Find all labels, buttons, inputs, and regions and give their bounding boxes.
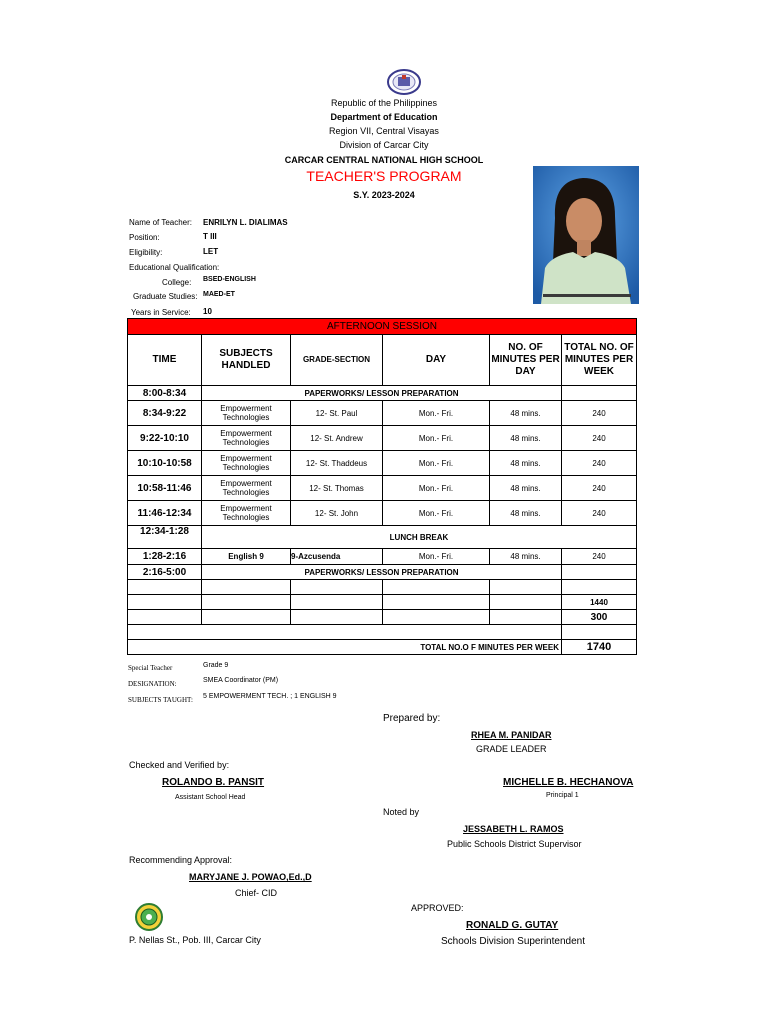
row-time: 12:34-1:28 — [128, 526, 202, 549]
designation-label: DESIGNATION: — [128, 680, 177, 688]
row-time: 2:16-5:00 — [128, 565, 202, 580]
grad-label: Graduate Studies: — [133, 292, 198, 301]
position-label: Position: — [129, 233, 160, 242]
row-time: 10:10-10:58 — [128, 451, 202, 476]
noted-title: Public Schools District Supervisor — [447, 839, 582, 849]
position-value: T III — [203, 232, 217, 241]
republic-text: Republic of the Philippines — [330, 98, 438, 108]
eligibility-value: LET — [203, 247, 219, 256]
row-section: 12- St. John — [291, 501, 383, 526]
session-title: AFTERNOON SESSION — [128, 319, 637, 335]
row-time: 11:46-12:34 — [128, 501, 202, 526]
row-day: Mon.- Fri. — [383, 549, 490, 565]
col-minutes-week: TOTAL NO. OF MINUTES PER WEEK — [562, 335, 637, 386]
row-mins: 48 mins. — [490, 451, 562, 476]
teacher-photo — [533, 166, 639, 304]
row-subject: Empowerment Technologies — [202, 451, 291, 476]
row-week: 240 — [562, 401, 637, 426]
row-day: Mon.- Fri. — [383, 426, 490, 451]
principal-title: Principal 1 — [546, 792, 579, 799]
table-row — [128, 401, 637, 426]
noted-name: JESSABETH L. RAMOS — [463, 824, 564, 834]
row-mins: 48 mins. — [490, 476, 562, 501]
row-week: 240 — [562, 426, 637, 451]
subjects-label: SUBJECTS TAUGHT: — [128, 696, 193, 704]
row-subject: Empowerment Technologies — [202, 501, 291, 526]
department-text: Department of Education — [330, 112, 438, 122]
table-row-empty — [128, 580, 637, 595]
row-day: Mon.- Fri. — [383, 451, 490, 476]
col-day: DAY — [383, 335, 490, 386]
schedule-table — [127, 318, 637, 655]
recommending-label: Recommending Approval: — [129, 855, 233, 865]
row-span-text: PAPERWORKS/ LESSON PREPARATION — [202, 386, 562, 401]
approved-label: APPROVED: — [411, 903, 464, 913]
teacher-name: ENRILYN L. DIALIMAS — [203, 218, 288, 227]
row-time: 9:22-10:10 — [128, 426, 202, 451]
prepared-label: Prepared by: — [383, 713, 441, 724]
row-section: 12- St. Thomas — [291, 476, 383, 501]
table-row-spacer — [128, 625, 637, 640]
row-week: 240 — [562, 501, 637, 526]
subjects-value: 5 EMPOWERMENT TECH. ; 1 ENGLISH 9 — [203, 693, 337, 700]
row-time: 8:34-9:22 — [128, 401, 202, 426]
division-text: Division of Carcar City — [339, 140, 429, 150]
total-value: 1740 — [562, 640, 637, 655]
header-row — [128, 335, 637, 386]
table-row — [128, 451, 637, 476]
college-value: BSED-ENGLISH — [203, 276, 256, 283]
row-section: 12- St. Thaddeus — [291, 451, 383, 476]
school-seal-icon — [135, 903, 163, 931]
row-span-text: LUNCH BREAK — [202, 526, 637, 549]
qualification-label: Educational Qualification: — [129, 263, 220, 272]
prepared-name: RHEA M. PANIDAR — [471, 730, 552, 740]
col-time: TIME — [128, 335, 202, 386]
row-subject: Empowerment Technologies — [202, 401, 291, 426]
row-mins: 48 mins. — [490, 426, 562, 451]
row-span-text: PAPERWORKS/ LESSON PREPARATION — [202, 565, 562, 580]
recommending-name: MARYJANE J. POWAO,Ed.,D — [189, 872, 312, 882]
checked-name: ROLANDO B. PANSIT — [162, 777, 265, 788]
row-subject: Empowerment Technologies — [202, 476, 291, 501]
subtotal-1: 1440 — [562, 595, 637, 610]
college-label: College: — [162, 278, 192, 287]
col-minutes-day: NO. OF MINUTES PER DAY — [490, 335, 562, 386]
table-row — [128, 526, 637, 549]
checked-label: Checked and Verified by: — [129, 760, 230, 770]
total-row — [128, 640, 637, 655]
table-row — [128, 501, 637, 526]
school-year: S.Y. 2023-2024 — [353, 190, 415, 200]
row-subject: Empowerment Technologies — [202, 426, 291, 451]
table-row — [128, 386, 637, 401]
principal-name: MICHELLE B. HECHANOVA — [503, 777, 634, 788]
row-section: 12- St. Paul — [291, 401, 383, 426]
table-row — [128, 549, 637, 565]
noted-label: Noted by — [383, 807, 420, 817]
row-week: 240 — [562, 476, 637, 501]
table-row — [128, 476, 637, 501]
row-mins: 48 mins. — [490, 401, 562, 426]
col-grade-section: GRADE-SECTION — [291, 335, 383, 386]
table-row — [128, 426, 637, 451]
row-week-empty — [562, 565, 637, 580]
row-week-empty — [562, 386, 637, 401]
grad-value: MAED-ET — [203, 291, 235, 298]
approved-name: RONALD G. GUTAY — [466, 920, 559, 931]
row-week: 240 — [562, 451, 637, 476]
table-row — [128, 565, 637, 580]
prepared-title: GRADE LEADER — [476, 744, 547, 754]
row-week: 240 — [562, 549, 637, 565]
row-mins: 48 mins. — [490, 549, 562, 565]
subtotal-row — [128, 595, 637, 610]
row-section: 12- St. Andrew — [291, 426, 383, 451]
approved-title: Schools Division Superintendent — [441, 936, 585, 947]
deped-seal-icon — [386, 68, 422, 96]
row-section: 9-Azcusenda — [291, 549, 383, 565]
special-value: Grade 9 — [203, 662, 229, 669]
col-subjects: SUBJECTS HANDLED — [202, 335, 291, 386]
school-address: P. Nellas St., Pob. III, Carcar City — [129, 935, 261, 945]
years-label: Years in Service: — [131, 308, 191, 317]
subtotal-row — [128, 610, 637, 625]
special-label: Special Teacher — [128, 664, 173, 672]
row-time: 8:00-8:34 — [128, 386, 202, 401]
row-subject: English 9 — [202, 549, 291, 565]
recommending-title: Chief- CID — [235, 888, 278, 898]
name-label: Name of Teacher: — [129, 218, 192, 227]
row-day: Mon.- Fri. — [383, 476, 490, 501]
row-time: 10:58-11:46 — [128, 476, 202, 501]
subtotal-2: 300 — [562, 610, 637, 625]
row-mins: 48 mins. — [490, 501, 562, 526]
years-value: 10 — [203, 307, 212, 316]
page-title: TEACHER'S PROGRAM — [306, 168, 462, 184]
total-label: TOTAL NO.O F MINUTES PER WEEK — [128, 640, 562, 655]
row-day: Mon.- Fri. — [383, 401, 490, 426]
session-row — [128, 319, 637, 335]
row-day: Mon.- Fri. — [383, 501, 490, 526]
designation-value: SMEA Coordinator (PM) — [203, 677, 279, 684]
school-name: CARCAR CENTRAL NATIONAL HIGH SCHOOL — [284, 155, 484, 165]
row-time: 1:28-2:16 — [128, 549, 202, 565]
eligibility-label: Eligibility: — [129, 248, 163, 257]
region-text: Region VII, Central Visayas — [329, 126, 439, 136]
checked-title: Assistant School Head — [175, 794, 246, 801]
